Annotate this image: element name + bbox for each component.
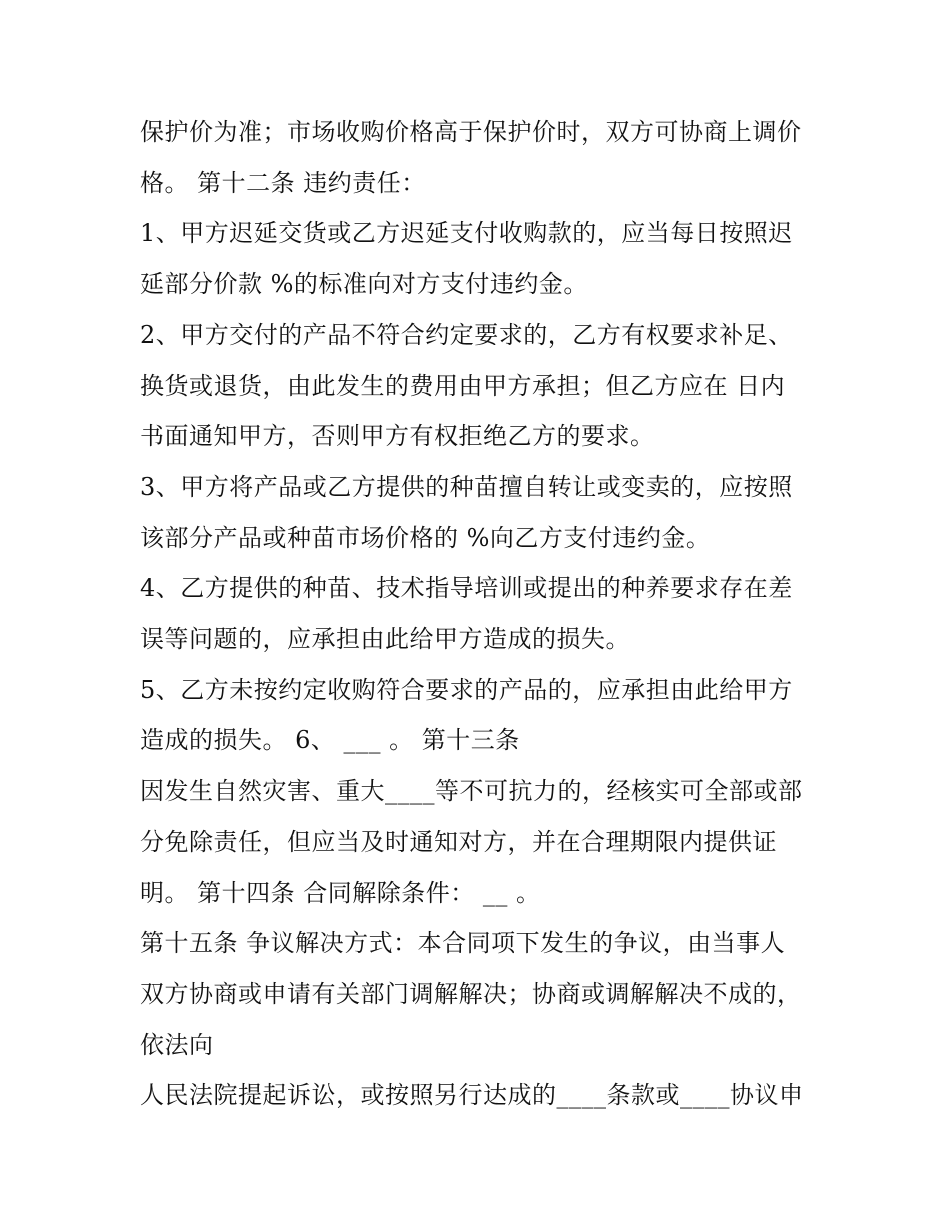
text-line: 保护价为准；市场收购价格高于保护价时，双方可协商上调价 xyxy=(140,118,802,146)
text-line: 2、甲方交付的产品不符合约定要求的，乙方有权要求补足、 xyxy=(140,320,793,349)
text-line: 该部分产品或种苗市场价格的 %向乙方支付违约金。 xyxy=(140,523,711,552)
text-line: 人民法院提起诉讼，或按照另行达成的____条款或____协议申 xyxy=(140,1081,804,1110)
text-line: 分免除责任，但应当及时通知对方，并在合理期限内提供证 xyxy=(140,827,777,856)
text-line: 3、甲方将产品或乙方提供的种苗擅自转让或变卖的，应按照 xyxy=(140,472,793,501)
text-line: 依法向 xyxy=(140,1030,214,1059)
text-line: 第十五条 争议解决方式：本合同项下发生的争议，由当事人 xyxy=(140,929,786,958)
text-line: 造成的损失。 6、 ___ 。 第十三条 xyxy=(140,726,520,755)
text-line: 格。 第十二条 违约责任： xyxy=(140,168,426,197)
text-line: 5、乙方未按约定收购符合要求的产品的，应承担由此给甲方 xyxy=(140,675,793,704)
text-line: 双方协商或申请有关部门调解解决；协商或调解解决不成的， xyxy=(140,979,802,1008)
text-line: 书面通知甲方，否则甲方有权拒绝乙方的要求。 xyxy=(140,422,655,451)
text-line: 延部分价款 %的标准向对方支付违约金。 xyxy=(140,270,588,299)
text-line: 误等问题的，应承担由此给甲方造成的损失。 xyxy=(140,625,630,654)
text-line: 1、甲方迟延交货或乙方迟延支付收购款的，应当每日按照迟 xyxy=(140,219,793,248)
text-line: 4、乙方提供的种苗、技术指导培训或提出的种养要求存在差 xyxy=(140,574,793,603)
text-line: 因发生自然灾害、重大____等不可抗力的，经核实可全部或部 xyxy=(140,777,803,806)
text-line: 换货或退货，由此发生的费用由甲方承担；但乙方应在 日内 xyxy=(140,371,786,400)
text-line: 明。 第十四条 合同解除条件： __ 。 xyxy=(140,878,541,907)
contract-text xyxy=(140,107,820,1121)
